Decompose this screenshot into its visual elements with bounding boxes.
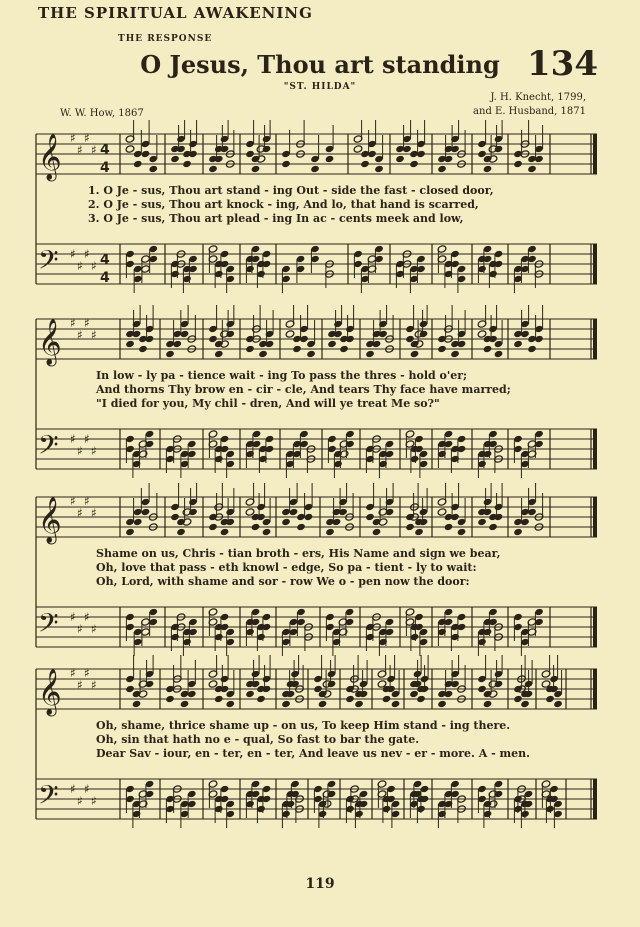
note-head [214,695,224,703]
time-signature-icon: 4 [100,270,110,286]
note-head [262,685,272,693]
note-head [372,528,382,536]
note-head [494,513,504,521]
sharp-icon: ♯ [84,247,90,261]
bass-clef-icon: 𝄢 [38,607,59,645]
lyric-line-2-2: And thorns Thy brow en - cir - cle, And tears Thy face have marred; [96,383,511,396]
note-head [327,340,337,348]
sharp-icon: ♯ [91,622,97,636]
note-head [176,145,186,153]
sharp-icon: ♯ [77,328,83,342]
note-head [165,695,175,703]
lyric-line-4-3: Dear Sav - iour, en - ter, en - ter, And leave us nev - er - more. A - men. [96,747,530,760]
note-head [382,695,392,703]
note-head [414,528,424,536]
note-head [220,340,230,348]
note-head [409,690,419,698]
sharp-icon: ♯ [84,494,90,508]
lyric-line-3-2: Oh, love that pass - eth knowl - edge, So pa - tient - ly to wait: [96,561,477,574]
tune-name: "ST. HILDA" [283,82,357,92]
note-head [251,523,261,531]
lyric-line-4-2: Oh, sin that hath no e - qual, So fast to bar the gate. [96,733,420,746]
lyric-line-4-1: Oh, shame, thrice shame up - on us, To keep Him stand - ing there. [96,719,511,732]
note-head [281,518,291,526]
note-head [138,345,148,353]
note-head [262,528,272,536]
treble-clef-icon: 𝄞 [38,497,62,543]
note-head [353,145,363,153]
note-head [395,155,405,163]
note-head [125,145,135,153]
lyric-line-3-1: Shame on us, Chris - tian broth - ers, His Name and sign we bear, [96,547,501,560]
note-head [545,695,555,703]
treble-clef-icon: 𝄞 [38,319,62,365]
note-head [339,345,349,353]
note-head [289,508,299,516]
lyric-line-1-3: 3. O Je - sus, Thou art plead - ing In ac - cents meek and low, [88,212,464,225]
sharp-icon: ♯ [70,316,76,330]
lyric-line-3-3: Oh, Lord, with shame and sor - row We o - pen now the door: [96,575,470,588]
note-head [409,160,419,168]
note-head [125,340,135,348]
note-head [416,695,426,703]
lyric-line-1-2: 2. O Je - sus, Thou art knock - ing, And lo, that hand is scarred, [88,198,479,211]
note-head [141,508,151,516]
note-head [527,165,537,173]
note-head [437,345,447,353]
sharp-icon: ♯ [77,506,83,520]
note-head [391,700,401,708]
note-head [437,700,447,708]
note-head [477,518,487,526]
sharp-icon: ♯ [84,666,90,680]
note-head [225,700,235,708]
note-head [405,523,415,531]
sharp-icon: ♯ [91,678,97,692]
note-head [133,160,143,168]
sharp-icon: ♯ [77,678,83,692]
treble-clef-icon: 𝄞 [38,134,62,180]
bass-clef-icon: 𝄢 [38,779,59,817]
lyric-line-2-1: In low - ly pa - tience wait - ing To pass the thres - hold o'er; [96,369,468,382]
hymn-number: 134 [527,44,598,84]
note-head [488,155,498,163]
note-head [325,155,335,163]
note-head [513,528,523,536]
note-head [410,350,420,358]
text-author: W. W. How, 1867 [60,108,144,119]
note-head [281,160,291,168]
sharp-icon: ♯ [70,610,76,624]
sharp-icon: ♯ [84,131,90,145]
note-head [513,160,523,168]
sharp-icon: ♯ [84,610,90,624]
sharp-icon: ♯ [70,131,76,145]
sharp-icon: ♯ [77,444,83,458]
section-title: THE SPIRITUAL AWAKENING [38,4,313,22]
time-signature-icon: 4 [100,142,110,158]
note-head [125,685,135,693]
note-head [437,165,447,173]
note-head [148,165,158,173]
note-head [304,513,314,521]
sharp-icon: ♯ [77,622,83,636]
note-head [258,350,268,358]
note-head [488,523,498,531]
note-head [176,528,186,536]
sharp-icon: ♯ [77,794,83,808]
sharp-icon: ♯ [91,444,97,458]
lyric-line-2-3: "I died for you, My chil - dren, And will ye treat Me so?" [96,397,440,410]
note-head [360,160,370,168]
note-head [483,700,493,708]
note-head [170,155,180,163]
note-head [354,700,364,708]
note-head [214,155,224,163]
note-head [245,690,255,698]
note-head [281,700,291,708]
sharp-icon: ♯ [91,143,97,157]
note-head [306,350,316,358]
sharp-icon: ♯ [84,316,90,330]
sharp-icon: ♯ [91,506,97,520]
sharp-icon: ♯ [70,666,76,680]
note-head [310,165,320,173]
note-head [296,523,306,531]
note-head [220,528,230,536]
note-head [208,523,218,531]
note-head [494,350,504,358]
note-head [345,695,355,703]
note-head [513,695,523,703]
note-head [374,165,384,173]
note-head [488,690,498,698]
note-head [125,528,135,536]
section-subtitle: THE RESPONSE [118,34,213,44]
note-head [208,165,218,173]
note-head [345,335,355,343]
sharp-icon: ♯ [91,794,97,808]
note-head [245,345,255,353]
time-signature-icon: 4 [100,252,110,268]
note-head [318,700,328,708]
sharp-icon: ♯ [91,259,97,273]
note-head [365,513,375,521]
note-head [444,523,454,531]
note-head [513,340,523,348]
hymn-title: O Jesus, Thou art standing [140,50,500,79]
note-head [182,160,192,168]
note-head [251,165,261,173]
note-head [483,345,493,353]
note-head [141,150,151,158]
composer-line-2: and E. Husband, 1871 [473,106,586,117]
note-head [225,518,235,526]
note-head [182,518,192,526]
time-signature-icon: 4 [100,160,110,176]
note-head [256,155,266,163]
sharp-icon: ♯ [70,782,76,796]
bass-clef-icon: 𝄢 [38,429,59,467]
sharp-icon: ♯ [84,782,90,796]
note-head [180,700,190,708]
note-head [132,700,142,708]
page-number: 119 [305,876,335,892]
sharp-icon: ♯ [84,432,90,446]
note-head [365,350,375,358]
sharp-icon: ♯ [70,247,76,261]
sharp-icon: ♯ [77,143,83,157]
lyric-line-1-1: 1. O Je - sus, Thou art stand - ing Out - side the fast - closed door, [88,184,494,197]
note-head [214,350,224,358]
note-head [483,165,493,173]
note-head [553,700,563,708]
note-head [188,150,198,158]
treble-clef-icon: 𝄞 [38,669,62,715]
note-head [520,700,530,708]
note-head [325,528,335,536]
composer-line-1: J. H. Knecht, 1799, [490,92,586,103]
sharp-icon: ♯ [77,259,83,273]
note-head [170,513,180,521]
sharp-icon: ♯ [91,328,97,342]
note-head [527,345,537,353]
note-head [457,528,467,536]
sharp-icon: ♯ [70,494,76,508]
sharp-icon: ♯ [70,432,76,446]
note-head [333,330,343,338]
note-head [256,695,266,703]
note-head [133,518,143,526]
bass-clef-icon: 𝄢 [38,244,59,282]
note-head [292,345,302,353]
note-head [450,350,460,358]
note-head [285,330,295,338]
note-head [165,350,175,358]
note-head [437,508,447,516]
